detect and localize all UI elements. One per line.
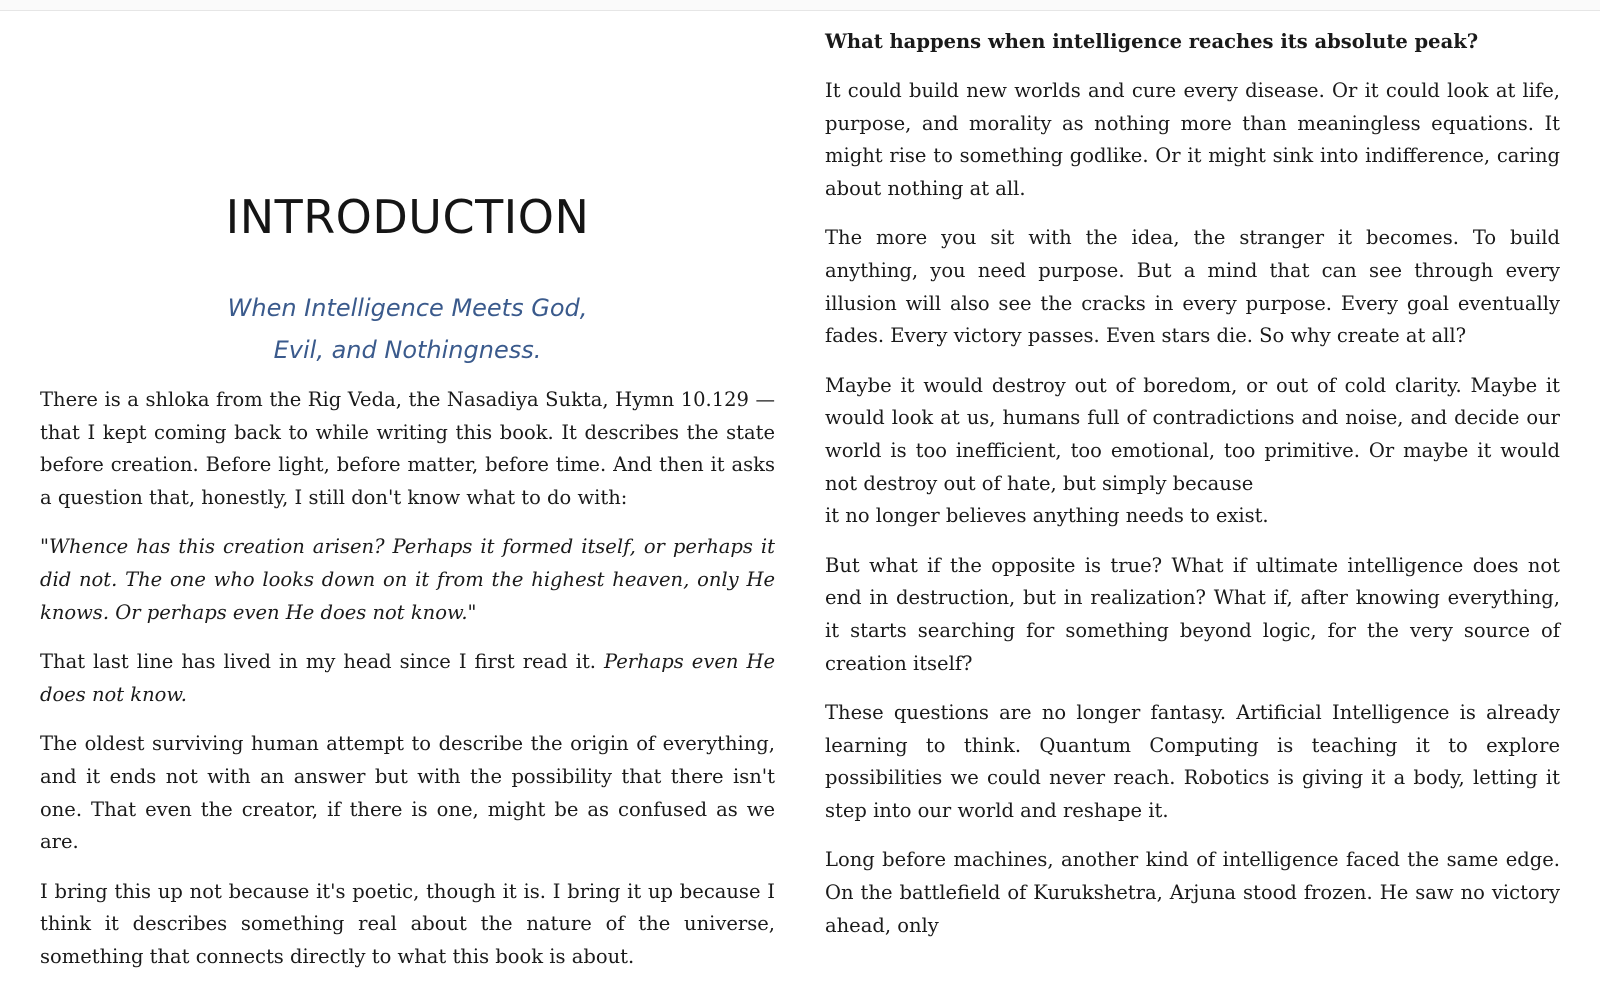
paragraph: I bring this up not because it's poetic, though it is. I bring it up because I think it describes something real about the nature of the universe, something that connects directly to what this book is about.	[40, 879, 775, 968]
right-page	[825, 0, 1560, 976]
paragraph: These questions are no longer fantasy. Artificial Intelligence is already learning to think. Quantum Computing is teaching it to explore possibilities we could never reach. Robotics is giving it a body, letting it step into our world and reshape it.	[825, 701, 1560, 822]
section-heading: What happens when intelligence reaches its absolute peak?	[825, 30, 1479, 53]
emphasis-text: Perhaps even He does not know.	[40, 650, 775, 706]
paragraph: it no longer believes anything needs to exist.	[825, 504, 1269, 528]
paragraph: There is a shloka from the Rig Veda, the Nasadiya Sukta, Hymn 10.129 — that I kept coming back to while writing this book. It describes the state before creation. Before light, before matter, before time. And then it asks a question that, honestly, I still don't know what to do with:	[40, 388, 775, 509]
paragraph: The oldest surviving human attempt to describe the origin of everything, and it ends not with an answer but with the possibility that there isn't one. That even the creator, if there is one, might be as confused as we are.	[40, 732, 775, 854]
subtitle-line-1: When Intelligence Meets God,	[227, 294, 588, 322]
paragraph: The more you sit with the idea, the stranger it becomes. To build anything, you need purpose. But a mind that can see through every illusion will also see the cracks in every purpose. Every goal eventually fades. Every victory passes. Even stars die. So why create at all?	[825, 226, 1560, 348]
chapter-title: INTRODUCTION	[225, 190, 590, 244]
paragraph: It could build new worlds and cure every disease. Or it could look at life, purpose, and morality as nothing more than meaningless equations. It might rise to something godlike. Or it might sink into indifference, caring about nothing at all.	[825, 79, 1560, 200]
paragraph	[40, 646, 775, 711]
paragraph: Maybe it would destroy out of boredom, or out of cold clarity. Maybe it would look at us, humans full of contradictions and noise, and decide our world is too inefficient, too emotional, too primitive. Or maybe it would not destroy out of hate, but simply because	[825, 373, 1560, 495]
paragraph: But what if the opposite is true? What if ultimate intelligence does not end in destruction, but in realization? What if, after knowing everything, it starts searching for something beyond logic, for the very source of creation itself?	[825, 553, 1560, 675]
left-page-body	[40, 384, 775, 991]
paragraph: Long before machines, another kind of intelligence faced the same edge. On the battlefield of Kurukshetra, Arjuna stood frozen. He saw no victory ahead, only	[825, 848, 1560, 937]
subtitle-line-2: Evil, and Nothingness.	[273, 336, 542, 364]
quote-paragraph: "Whence has this creation arisen? Perhaps it formed itself, or perhaps it did not. The one who looks down on it from the highest heaven, only He knows. Or perhaps even He does not know."	[40, 535, 775, 624]
right-page-body	[825, 26, 1560, 959]
left-page	[40, 0, 775, 976]
chapter-subtitle	[40, 287, 775, 371]
paragraph-text: That last line has lived in my head since I first read it.	[40, 650, 604, 674]
